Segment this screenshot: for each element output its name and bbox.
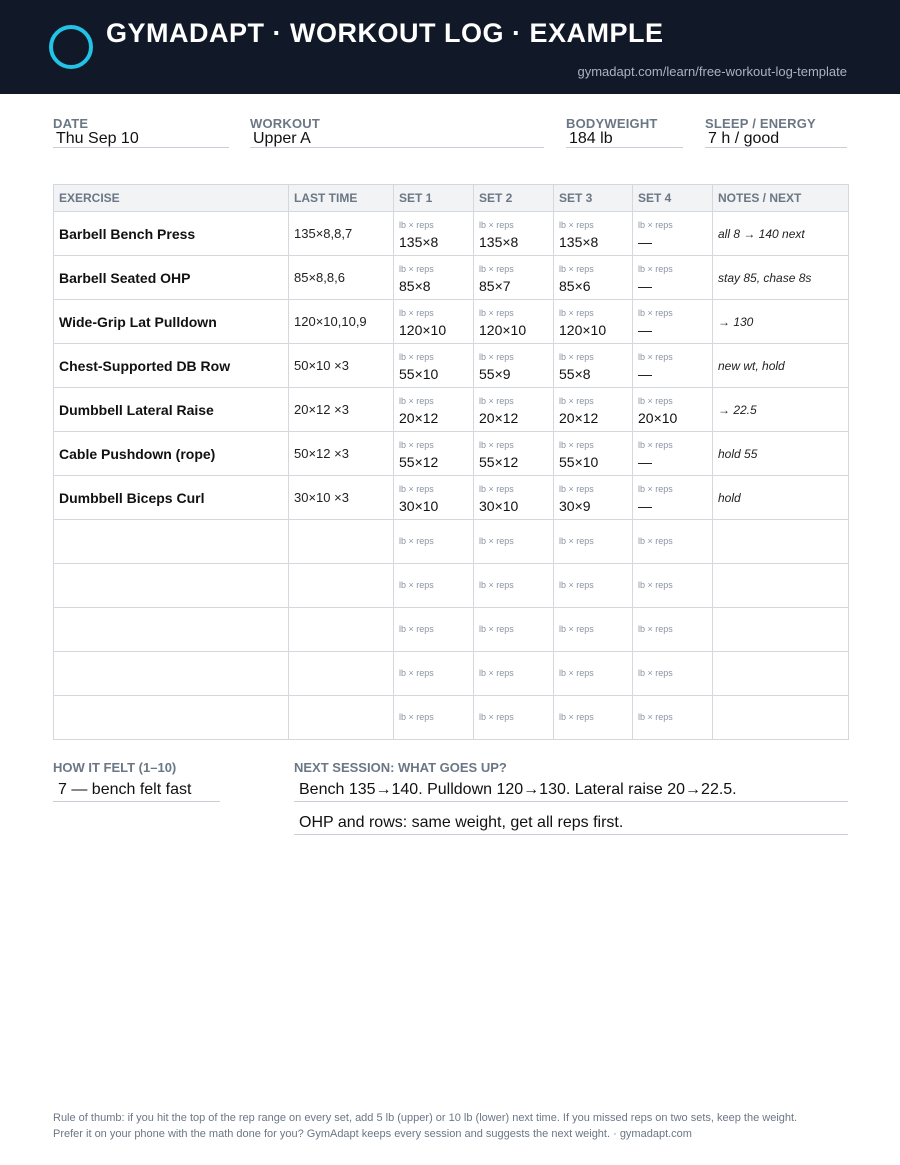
last-time-cell[interactable]	[289, 652, 394, 696]
set-unit-hint: lb × reps	[479, 352, 514, 362]
column-header-set-4: SET 4	[633, 185, 713, 212]
set-unit-hint: lb × reps	[559, 668, 594, 678]
exercise-cell[interactable]: Barbell Bench Press	[54, 212, 289, 256]
set-3-cell[interactable]	[554, 432, 633, 476]
set-unit-hint: lb × reps	[399, 536, 434, 546]
set-1-cell[interactable]	[394, 476, 474, 520]
set-3-cell[interactable]	[554, 564, 633, 608]
ring-logo-icon	[49, 25, 93, 69]
set-unit-hint: lb × reps	[479, 264, 514, 274]
column-header-exercise: EXERCISE	[54, 185, 289, 212]
set-1-cell[interactable]	[394, 652, 474, 696]
set-2-cell[interactable]	[474, 564, 554, 608]
set-1-cell[interactable]	[394, 300, 474, 344]
set-value: —	[638, 498, 652, 514]
last-time-cell[interactable]	[289, 696, 394, 740]
sleep-energy-field	[705, 116, 847, 148]
set-4-cell[interactable]	[633, 256, 713, 300]
set-value: 85×7	[479, 278, 511, 294]
set-2-cell[interactable]	[474, 344, 554, 388]
set-4-cell[interactable]	[633, 652, 713, 696]
set-unit-hint: lb × reps	[559, 484, 594, 494]
set-unit-hint: lb × reps	[479, 668, 514, 678]
notes-cell[interactable]	[713, 520, 849, 564]
set-unit-hint: lb × reps	[638, 484, 673, 494]
set-unit-hint: lb × reps	[559, 308, 594, 318]
bodyweight-label: BODYWEIGHT	[566, 116, 658, 131]
set-value: 55×10	[399, 366, 439, 382]
set-value: —	[638, 366, 652, 382]
exercise-cell[interactable]	[54, 564, 289, 608]
workout-field	[250, 116, 544, 148]
set-3-cell[interactable]	[554, 520, 633, 564]
set-unit-hint: lb × reps	[479, 220, 514, 230]
set-unit-hint: lb × reps	[399, 220, 434, 230]
set-value: 55×9	[479, 366, 511, 382]
set-2-cell[interactable]	[474, 432, 554, 476]
exercise-cell[interactable]: Dumbbell Biceps Curl	[54, 476, 289, 520]
table-row	[54, 432, 849, 476]
set-unit-hint: lb × reps	[399, 440, 434, 450]
page-header	[0, 0, 900, 94]
exercise-cell[interactable]: Wide-Grip Lat Pulldown	[54, 300, 289, 344]
last-time-cell[interactable]: 135×8,8,7	[289, 212, 394, 256]
set-value: —	[638, 234, 652, 250]
table-row	[54, 652, 849, 696]
set-value: 55×8	[559, 366, 591, 382]
page-title: GYMADAPT · WORKOUT LOG · EXAMPLE	[106, 18, 664, 48]
set-2-cell[interactable]	[474, 300, 554, 344]
bodyweight-value[interactable]: 184 lb	[566, 131, 683, 148]
set-unit-hint: lb × reps	[399, 396, 434, 406]
set-4-cell[interactable]	[633, 300, 713, 344]
set-unit-hint: lb × reps	[559, 352, 594, 362]
set-unit-hint: lb × reps	[559, 220, 594, 230]
table-row	[54, 388, 849, 432]
set-unit-hint: lb × reps	[638, 220, 673, 230]
notes-cell[interactable]	[713, 564, 849, 608]
set-2-cell[interactable]	[474, 696, 554, 740]
table-row	[54, 608, 849, 652]
set-value: 135×8	[479, 234, 519, 250]
set-1-cell[interactable]	[394, 520, 474, 564]
column-header-set-3: SET 3	[554, 185, 633, 212]
how-it-felt-value[interactable]: 7 — bench felt fast	[53, 779, 220, 802]
set-2-cell[interactable]	[474, 476, 554, 520]
set-unit-hint: lb × reps	[638, 308, 673, 318]
set-unit-hint: lb × reps	[638, 352, 673, 362]
set-1-cell[interactable]	[394, 608, 474, 652]
set-3-cell[interactable]	[554, 388, 633, 432]
set-3-cell[interactable]	[554, 212, 633, 256]
set-value: 85×8	[399, 278, 431, 294]
exercise-cell[interactable]	[54, 652, 289, 696]
notes-cell[interactable]: → 22.5	[713, 388, 849, 432]
last-time-cell[interactable]	[289, 608, 394, 652]
set-unit-hint: lb × reps	[479, 484, 514, 494]
set-value: —	[638, 278, 652, 294]
set-unit-hint: lb × reps	[479, 712, 514, 722]
exercise-cell[interactable]: Cable Pushdown (rope)	[54, 432, 289, 476]
set-3-cell[interactable]	[554, 608, 633, 652]
set-unit-hint: lb × reps	[638, 668, 673, 678]
notes-cell[interactable]	[713, 696, 849, 740]
last-time-cell[interactable]	[289, 564, 394, 608]
last-time-cell[interactable]: 20×12 ×3	[289, 388, 394, 432]
exercise-cell[interactable]	[54, 608, 289, 652]
set-value: —	[638, 454, 652, 470]
set-unit-hint: lb × reps	[559, 712, 594, 722]
notes-cell[interactable]	[713, 608, 849, 652]
column-header-last-time: LAST TIME	[289, 185, 394, 212]
set-unit-hint: lb × reps	[638, 264, 673, 274]
set-unit-hint: lb × reps	[559, 396, 594, 406]
set-value: 120×10	[479, 322, 527, 338]
set-unit-hint: lb × reps	[638, 396, 673, 406]
set-unit-hint: lb × reps	[479, 440, 514, 450]
set-value: 120×10	[399, 322, 447, 338]
sleep-energy-label: SLEEP / ENERGY	[705, 116, 816, 131]
workout-log-table	[53, 184, 849, 740]
notes-cell[interactable]: hold 55	[713, 432, 849, 476]
notes-cell[interactable]	[713, 652, 849, 696]
sleep-energy-value[interactable]: 7 h / good	[705, 131, 847, 148]
last-time-cell[interactable]: 30×10 ×3	[289, 476, 394, 520]
next-session-line-2[interactable]: OHP and rows: same weight, get all reps first.	[294, 812, 848, 835]
set-value: 30×10	[399, 498, 439, 514]
footer-line-2: Prefer it on your phone with the math done for you? GymAdapt keeps every session and suggests the next weight. · gymadapt.com	[53, 1128, 692, 1140]
set-value: 20×12	[479, 410, 519, 426]
set-value: 135×8	[559, 234, 599, 250]
workout-value[interactable]: Upper A	[250, 131, 544, 148]
set-unit-hint: lb × reps	[479, 396, 514, 406]
header-url[interactable]: gymadapt.com/learn/free-workout-log-template	[577, 64, 847, 79]
footer-line-1: Rule of thumb: if you hit the top of the rep range on every set, add 5 lb (upper) or 10 lb (lower) next time. If you missed reps on two sets, keep the weight.	[53, 1112, 798, 1124]
how-it-felt-section	[53, 760, 220, 802]
set-4-cell[interactable]	[633, 520, 713, 564]
set-unit-hint: lb × reps	[638, 624, 673, 634]
set-4-cell[interactable]	[633, 476, 713, 520]
set-unit-hint: lb × reps	[638, 536, 673, 546]
date-field	[53, 116, 229, 148]
exercise-cell[interactable]: Barbell Seated OHP	[54, 256, 289, 300]
set-3-cell[interactable]	[554, 652, 633, 696]
set-unit-hint: lb × reps	[479, 308, 514, 318]
set-unit-hint: lb × reps	[559, 264, 594, 274]
column-header-notes: NOTES / NEXT	[713, 185, 849, 212]
set-unit-hint: lb × reps	[559, 536, 594, 546]
workout-label: WORKOUT	[250, 116, 320, 131]
set-2-cell[interactable]	[474, 256, 554, 300]
set-unit-hint: lb × reps	[399, 308, 434, 318]
set-value: 55×10	[559, 454, 599, 470]
set-value: 20×10	[638, 410, 678, 426]
table-row	[54, 520, 849, 564]
set-2-cell[interactable]	[474, 608, 554, 652]
set-unit-hint: lb × reps	[399, 352, 434, 362]
footer-note	[53, 1110, 853, 1142]
exercise-cell[interactable]	[54, 696, 289, 740]
set-unit-hint: lb × reps	[559, 624, 594, 634]
set-1-cell[interactable]	[394, 564, 474, 608]
set-3-cell[interactable]	[554, 256, 633, 300]
column-header-set-2: SET 2	[474, 185, 554, 212]
set-value: 120×10	[559, 322, 607, 338]
set-value: 30×9	[559, 498, 591, 514]
set-4-cell[interactable]	[633, 564, 713, 608]
set-2-cell[interactable]	[474, 520, 554, 564]
set-1-cell[interactable]	[394, 388, 474, 432]
last-time-cell[interactable]	[289, 520, 394, 564]
set-unit-hint: lb × reps	[479, 580, 514, 590]
set-unit-hint: lb × reps	[399, 264, 434, 274]
set-4-cell[interactable]	[633, 696, 713, 740]
notes-cell[interactable]: all 8 → 140 next	[713, 212, 849, 256]
set-value: 135×8	[399, 234, 439, 250]
set-value: 55×12	[399, 454, 439, 470]
set-unit-hint: lb × reps	[559, 580, 594, 590]
set-1-cell[interactable]	[394, 212, 474, 256]
set-3-cell[interactable]	[554, 476, 633, 520]
set-unit-hint: lb × reps	[399, 668, 434, 678]
table-row	[54, 344, 849, 388]
set-4-cell[interactable]	[633, 432, 713, 476]
set-unit-hint: lb × reps	[479, 624, 514, 634]
table-row	[54, 564, 849, 608]
set-3-cell[interactable]	[554, 300, 633, 344]
last-time-cell[interactable]: 50×12 ×3	[289, 432, 394, 476]
exercise-cell[interactable]: Chest-Supported DB Row	[54, 344, 289, 388]
next-session-section	[294, 760, 848, 835]
set-1-cell[interactable]	[394, 256, 474, 300]
set-value: 30×10	[479, 498, 519, 514]
set-unit-hint: lb × reps	[399, 580, 434, 590]
date-label: DATE	[53, 116, 89, 131]
set-3-cell[interactable]	[554, 696, 633, 740]
table-row	[54, 476, 849, 520]
notes-cell[interactable]: → 130	[713, 300, 849, 344]
set-value: 20×12	[399, 410, 439, 426]
set-4-cell[interactable]	[633, 212, 713, 256]
set-4-cell[interactable]	[633, 608, 713, 652]
table-row	[54, 212, 849, 256]
set-unit-hint: lb × reps	[559, 440, 594, 450]
exercise-cell[interactable]	[54, 520, 289, 564]
last-time-cell[interactable]: 120×10,10,9	[289, 300, 394, 344]
bodyweight-field	[566, 116, 683, 148]
set-unit-hint: lb × reps	[479, 536, 514, 546]
exercise-cell[interactable]: Dumbbell Lateral Raise	[54, 388, 289, 432]
set-2-cell[interactable]	[474, 388, 554, 432]
notes-cell[interactable]: new wt, hold	[713, 344, 849, 388]
set-1-cell[interactable]	[394, 696, 474, 740]
next-session-line-1[interactable]: Bench 135→140. Pulldown 120→130. Lateral raise 20→22.5.	[294, 779, 848, 802]
next-session-label: NEXT SESSION: WHAT GOES UP?	[294, 760, 507, 775]
set-unit-hint: lb × reps	[399, 712, 434, 722]
table-row	[54, 696, 849, 740]
set-1-cell[interactable]	[394, 344, 474, 388]
set-2-cell[interactable]	[474, 212, 554, 256]
set-unit-hint: lb × reps	[399, 484, 434, 494]
set-value: 85×6	[559, 278, 591, 294]
set-1-cell[interactable]	[394, 432, 474, 476]
set-2-cell[interactable]	[474, 652, 554, 696]
set-4-cell[interactable]	[633, 388, 713, 432]
notes-cell[interactable]: hold	[713, 476, 849, 520]
set-value: 55×12	[479, 454, 519, 470]
set-unit-hint: lb × reps	[399, 624, 434, 634]
notes-cell[interactable]: stay 85, chase 8s	[713, 256, 849, 300]
set-unit-hint: lb × reps	[638, 440, 673, 450]
date-value[interactable]: Thu Sep 10	[53, 131, 229, 148]
how-it-felt-label: HOW IT FELT (1–10)	[53, 760, 177, 775]
last-time-cell[interactable]: 50×10 ×3	[289, 344, 394, 388]
last-time-cell[interactable]: 85×8,8,6	[289, 256, 394, 300]
column-header-set-1: SET 1	[394, 185, 474, 212]
table-header-row	[54, 185, 849, 212]
set-unit-hint: lb × reps	[638, 712, 673, 722]
set-3-cell[interactable]	[554, 344, 633, 388]
set-value: —	[638, 322, 652, 338]
set-unit-hint: lb × reps	[638, 580, 673, 590]
table-row	[54, 256, 849, 300]
set-value: 20×12	[559, 410, 599, 426]
table-row	[54, 300, 849, 344]
set-4-cell[interactable]	[633, 344, 713, 388]
